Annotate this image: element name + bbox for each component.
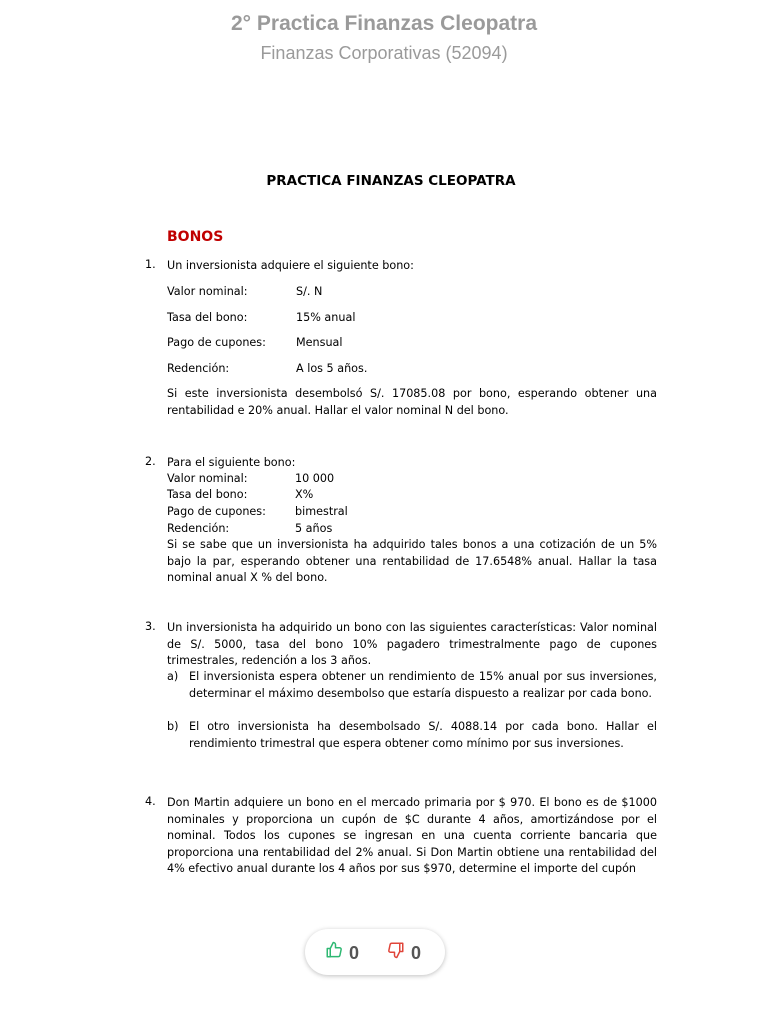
question-2-intro: Para el siguiente bono: [167, 456, 296, 469]
question-3-number: 3. [145, 620, 156, 633]
q1-row-value: 15% anual [296, 311, 356, 324]
question-1-intro: Un inversionista adquiere el siguiente bono: [167, 259, 414, 272]
question-3b-text: El otro inversionista ha desembolsado S/. 4088.14 por cada bono. Hallar el rendimiento trimestral que espera obtener como mínimo por sus inversiones. [189, 720, 657, 750]
q1-row-label: Valor nominal: [167, 285, 248, 298]
q1-row-value: Mensual [296, 336, 343, 349]
q2-row-value: 5 años [295, 522, 333, 535]
question-2-text: Si se sabe que un inversionista ha adquirido tales bonos a una cotización de un 5% bajo la par, esperando obtener una rentabilidad de 17.6548% anual. Hallar la tasa nominal anual X % del bono. [167, 538, 657, 585]
thumbs-down-icon [387, 941, 405, 964]
q2-row-label: Valor nominal: [167, 472, 248, 485]
question-3a-label: a) [167, 670, 179, 683]
question-1-number: 1. [145, 258, 156, 271]
q2-row-value: X% [295, 488, 314, 501]
q2-row-value: 10 000 [295, 472, 335, 485]
section-heading-bonos: BONOS [167, 229, 224, 245]
q1-row-label: Pago de cupones: [167, 336, 266, 349]
thumbs-down-button[interactable] [387, 941, 421, 964]
vote-widget [305, 929, 445, 975]
q1-row-value: A los 5 años. [296, 362, 368, 375]
q2-row-value: bimestral [295, 505, 348, 518]
question-3a-text: El inversionista espera obtener un rendimiento de 15% anual por sus inversiones, determinar el máximo desembolso que estaría dispuesto a realizar por cada bono. [189, 670, 657, 700]
q2-row-label: Tasa del bono: [167, 488, 248, 501]
thumbs-up-button[interactable] [325, 941, 359, 964]
q1-row-label: Tasa del bono: [167, 311, 248, 324]
question-3-text: Un inversionista ha adquirido un bono con las siguientes características: Valor nominal de S/. 5000, tasa del bono 10% pagadero trimestralmente pago de cupones trimestrales, redención a los 3 años. [167, 621, 657, 668]
thumbs-up-icon [325, 941, 343, 964]
upvote-count: 0 [349, 942, 360, 963]
question-4-text: Don Martin adquiere un bono en el mercado primaria por $ 970. El bono es de $1000 nominales y proporciona un cupón de $C durante 4 años, amortizándose por el nominal. Todos los cupones se ingresan en una cuenta corriente bancaria que proporciona una rentabilidad del 2% anual. Si Don Martin obtiene una rentabilidad del 4% efectivo anual durante los 4 años por sus $970, determine el importe del cupón [167, 796, 657, 876]
q2-row-label: Pago de cupones: [167, 505, 266, 518]
question-3b-label: b) [167, 720, 179, 733]
q1-row-label: Redención: [167, 362, 230, 375]
course-subtitle: Finanzas Corporativas (52094) [260, 43, 508, 63]
question-4-number: 4. [145, 795, 156, 808]
q1-row-value: S/. N [296, 285, 323, 298]
document-title: PRACTICA FINANZAS CLEOPATRA [266, 173, 516, 189]
question-1-text: Si este inversionista desembolsó S/. 17085.08 por bono, esperando obtener una rentabilidad e 20% anual. Hallar el valor nominal N del bono. [167, 387, 657, 417]
question-2-number: 2. [145, 455, 156, 468]
page-title: 2° Practica Finanzas Cleopatra [230, 12, 538, 35]
q2-row-label: Redención: [167, 522, 230, 535]
downvote-count: 0 [411, 942, 422, 963]
